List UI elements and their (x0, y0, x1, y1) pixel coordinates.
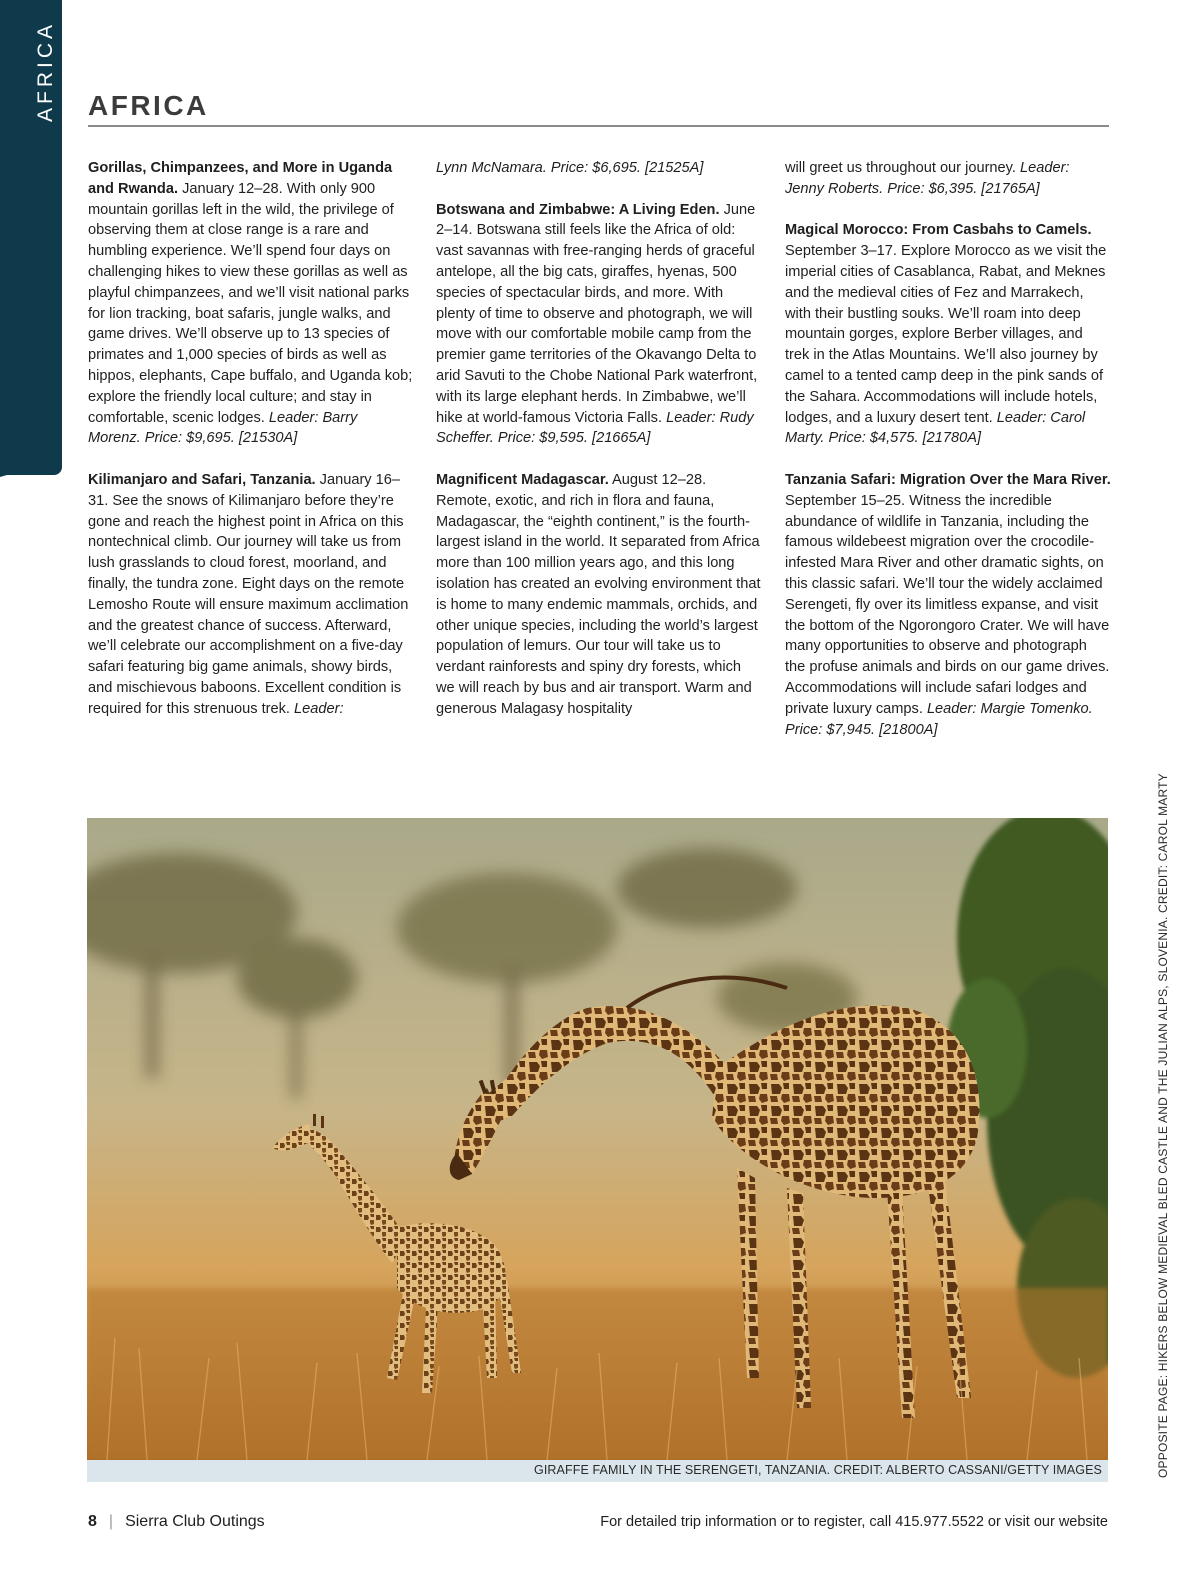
photo-caption-bar (87, 1460, 1108, 1482)
trip-title: Kilimanjaro and Safari, Tanzania. (88, 471, 316, 488)
trip-description: January 16–31. See the snows of Kilimanjaro before they’re gone and reach the highest point in Africa on this nontechnical climb. Our journey will take us from lush grasslands to cloud forest, moorland, and finally, the tundra zone. Eight days on the remote Lemosho Route will ensure maximum acclimation and the greatest chance of success. Afterward, we’ll celebrate our accomplishment on a five-day safari featuring big game animals, showy birds, and mischievous baboons. Excellent condition is required for this strenuous trek. (88, 471, 409, 717)
footer-separator: | (108, 1513, 114, 1530)
trip-leader-price: Leader: Barry Morenz. Price: $9,695. [21530A] (88, 409, 358, 447)
trip-title: Tanzania Safari: Migration Over the Mara River. (785, 471, 1111, 488)
trip-description: August 12–28. Remote, exotic, and rich in flora and fauna, Madagascar, the “eighth continent,” is the fourth-largest island in the world. It separated from Africa more than 100 million years ago, and this long isolation has created an evolving environment that is home to many endemic mammals, orchids, and other unique species, including the world’s largest population of lemurs. Our tour will take us to verdant rainforests and spiny dry forests, which we will reach by bus and air transport. Warm and generous Malagasy hospitality (436, 471, 761, 717)
title-rule (88, 125, 1109, 127)
trip-entry-morocco (785, 220, 1111, 449)
trip-entry-tanzania (785, 470, 1111, 740)
trip-title: Magical Morocco: From Casbahs to Camels. (785, 222, 1092, 239)
opposite-page-credit: OPPOSITE PAGE: HIKERS BELOW MEDIEVAL BLED CASTLE AND THE JULIAN ALPS, SLOVENIA. CREDIT: CAROL MARTY (1156, 773, 1170, 1478)
trip-entry-kilimanjaro-cont (436, 158, 762, 179)
trip-entry-kilimanjaro (88, 470, 414, 720)
trip-entry-uganda (88, 158, 414, 449)
text-column-2 (436, 158, 762, 740)
photo-caption: GIRAFFE FAMILY IN THE SERENGETI, TANZANIA. CREDIT: ALBERTO CASSANI/GETTY IMAGES (534, 1463, 1102, 1477)
text-column-1 (88, 158, 414, 740)
trip-description: will greet us throughout our journey. (785, 160, 1020, 176)
section-title: AFRICA (88, 90, 209, 121)
trip-entry-botswana (436, 200, 762, 450)
trip-description: June 2–14. Botswana still feels like the Africa of old: vast savannas with free-ranging herds of graceful antelope, all the big cats, giraffes, hyenas, 500 species of spectacular birds, and more. With plenty of time to observe and photograph, we will move with our comfortable mobile camp from the premier game territories of the Okavango Delta to arid Savuti to the Chobe National Park waterfront, with its large elephant herds. In Zimbabwe, we’ll hike at world-famous Victoria Falls. (436, 201, 758, 426)
trip-title: Magnificent Madagascar. (436, 471, 609, 488)
trip-leader-price: Leader: Jenny Roberts. Price: $6,395. [21765A] (785, 160, 1070, 197)
trip-leader-price: Leader: Margie Tomenko. Price: $7,945. [21800A] (785, 700, 1093, 738)
trip-entry-madagascar-cont (785, 158, 1111, 200)
trip-title: Botswana and Zimbabwe: A Living Eden. (436, 201, 720, 218)
footer-contact: For detailed trip information or to register, call 415.977.5522 or visit our website (600, 1514, 1108, 1530)
publication-name: Sierra Club Outings (125, 1513, 265, 1530)
giraffe-photo (87, 818, 1108, 1460)
trip-leader-price: Lynn McNamara. Price: $6,695. [21525A] (436, 160, 704, 176)
trip-description: September 15–25. Witness the incredible abundance of wildlife in Tanzania, including the famous wildebeest migration over the crocodile-infested Mara River and other dramatic sights, on this classic safari. We’ll tour the widely acclaimed Serengeti, fly over its limitless expanse, and visit the bottom of the Ngorongoro Crater. We will have many opportunities to observe and photograph the profuse animals and birds on our game drives. Accommodations will include safari lodges and private luxury camps. (785, 492, 1110, 717)
trip-leader-price: Leader: Carol Marty. Price: $4,575. [21780A] (785, 409, 1086, 447)
footer-left (88, 1513, 265, 1531)
side-tab-label: AFRICA (34, 20, 57, 122)
trip-title: Gorillas, Chimpanzees, and More in Uganda and Rwanda. (88, 160, 393, 197)
trip-leader-price: Leader: Rudy Scheffer. Price: $9,595. [21665A] (436, 409, 754, 447)
trip-entry-madagascar (436, 470, 762, 720)
giraffe-photo-illustration (87, 818, 1108, 1460)
page-number: 8 (88, 1513, 97, 1530)
text-column-3 (785, 158, 1111, 761)
trip-description: January 12–28. With only 900 mountain gorillas left in the wild, the privilege of observing them at close range is a rare and humbling experience. We’ll spend four days on challenging hikes to view these gorillas as well as playful chimpanzees, and we’ll visit national parks for lion tracking, boat safaris, jungle walks, and game drives. We’ll observe up to 13 species of primates and 1,000 species of birds as well as hippos, elephants, Cape buffalo, and Uganda kob; explore the friendly local culture; and stay in comfortable, scenic lodges. (88, 180, 413, 426)
trip-leader-price: Leader: (294, 700, 344, 717)
trip-description: September 3–17. Explore Morocco as we visit the imperial cities of Casablanca, Rabat, and Meknes and the medieval cities of Fez and Marrakech, with their bustling souks. We’ll roam into deep mountain gorges, explore Berber villages, and trek in the Atlas Mountains. We’ll also journey by camel to a tented camp deep in the pink sands of the Sahara. Accommodations will include hotels, lodges, and a luxury desert tent. (785, 243, 1107, 426)
